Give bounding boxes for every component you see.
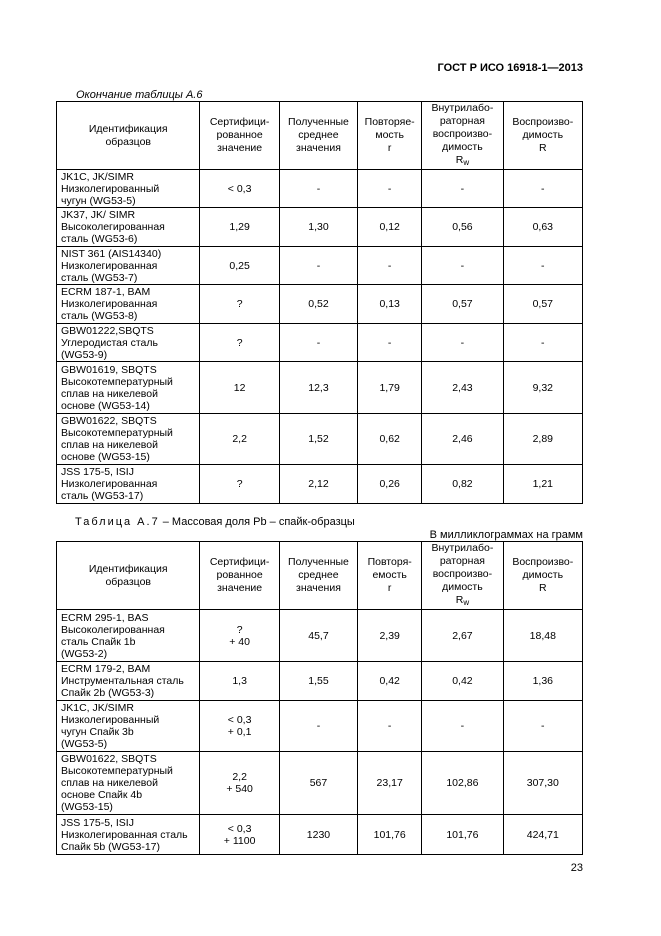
header-line: r — [387, 582, 392, 594]
reproducibility-cell: 1,36 — [503, 662, 582, 701]
table-header-row — [57, 102, 583, 170]
intralab-reproducibility-cell: 0,56 — [422, 208, 503, 247]
table-a7 — [56, 541, 583, 855]
sample-id-line: JK1C, JK/SIMR — [61, 170, 134, 183]
intralab-reproducibility-cell: - — [422, 701, 503, 752]
header-line: значения — [296, 582, 341, 594]
sample-id-line: (WG53-15) — [61, 801, 113, 813]
header-line: R — [539, 582, 547, 594]
certified-value-line: ? — [236, 298, 243, 310]
intralab-reproducibility-cell: 101,76 — [422, 815, 503, 855]
certified-value-cell — [200, 170, 279, 208]
certified-value-cell — [200, 815, 279, 855]
repeatability-cell: 0,13 — [358, 285, 422, 324]
mean-value-cell: - — [279, 170, 357, 208]
header-line: R — [539, 142, 547, 154]
certified-value-line: + 1100 — [223, 834, 256, 847]
sample-identification-cell — [57, 208, 200, 247]
certified-value-line: + 40 — [229, 635, 250, 648]
sample-identification-cell — [57, 610, 200, 662]
header-line: димость — [442, 581, 483, 593]
header-repeatability — [358, 102, 422, 170]
sample-id-line: Углеродистая сталь — [61, 336, 158, 349]
sample-id-line: сплав на никелевой — [61, 777, 158, 789]
reproducibility-cell: - — [503, 247, 582, 285]
header-line: раторная — [439, 115, 485, 127]
sample-id-line: Инструментальная сталь — [61, 675, 184, 687]
table-row — [57, 362, 583, 414]
header-intralab-reproducibility: Внутрилабо- раторная воспроизво- димость $R_w$ — [422, 102, 503, 170]
sample-id-line: Высоколегированная — [61, 623, 165, 636]
mean-value-cell: - — [279, 247, 357, 285]
certified-value-line: 2,2 — [232, 771, 247, 783]
sample-id-line: чугун (WG53-5) — [61, 194, 136, 207]
table-a7-unit-note: В милликлограммах на грамм — [429, 529, 583, 541]
header-line: Полученные — [288, 556, 349, 568]
sample-identification-cell — [57, 701, 200, 752]
certified-value-cell — [200, 465, 279, 504]
certified-value-cell — [200, 610, 279, 662]
reproducibility-cell: 18,48 — [503, 610, 582, 662]
sample-id-line: Высокотемпературный — [61, 765, 173, 777]
sample-id-line: GBW01619, SBQTS — [61, 363, 157, 376]
repeatability-cell: - — [358, 701, 422, 752]
header-line: рованное — [216, 569, 263, 581]
sample-id-line: сталь (WG53-6) — [61, 233, 138, 245]
table-row — [57, 414, 583, 465]
reproducibility-cell: 2,89 — [503, 414, 582, 465]
header-line: Идентификация — [88, 562, 168, 575]
intralab-reproducibility-cell: - — [422, 247, 503, 285]
repeatability-cell: 0,42 — [358, 662, 422, 701]
certified-value-line: 1,29 — [229, 221, 250, 233]
intralab-reproducibility-cell: 2,67 — [422, 610, 503, 662]
header-repeatability — [358, 542, 422, 610]
sample-id-line: основе (WG53-15) — [61, 451, 150, 463]
table-a7-caption — [75, 516, 355, 528]
sample-id-line: основе Спайк 4b — [61, 789, 143, 801]
header-line: среднее — [298, 129, 339, 141]
header-line: Повторяе- — [364, 116, 415, 128]
table-row — [57, 465, 583, 504]
reproducibility-cell: 1,21 — [503, 465, 582, 504]
header-line: образцов — [105, 575, 151, 588]
sample-identification-cell — [57, 285, 200, 324]
sample-id-line: Высоколегированная — [61, 221, 165, 233]
sample-id-line: ECRM 179-2, BAM — [61, 663, 151, 675]
reproducibility-cell: 307,30 — [503, 752, 582, 815]
certified-value-line: + 0,1 — [227, 726, 252, 738]
certified-value-cell — [200, 414, 279, 465]
header-certified-value — [200, 102, 279, 170]
header-line: димость — [522, 129, 564, 141]
table-row — [57, 752, 583, 815]
certified-value-line: ? — [236, 623, 243, 636]
mean-value-cell: - — [279, 324, 357, 362]
sample-identification-cell — [57, 414, 200, 465]
repeatability-cell: 1,79 — [358, 362, 422, 414]
repeatability-cell: 101,76 — [358, 815, 422, 855]
reproducibility-cell: - — [503, 170, 582, 208]
intralab-reproducibility-cell: - — [422, 324, 503, 362]
header-line: Сертифици- — [209, 556, 270, 568]
repeatability-cell: - — [358, 170, 422, 208]
sample-identification-cell — [57, 170, 200, 208]
sample-identification-cell — [57, 752, 200, 815]
sample-id-line: (WG53-5) — [61, 738, 108, 750]
table-row — [57, 815, 583, 855]
sample-id-line: JSS 175-5, ISIJ — [61, 466, 134, 478]
certified-value-line: 0,25 — [229, 259, 250, 272]
header-line: Внутрилабо- — [431, 542, 494, 554]
reproducibility-cell: - — [503, 324, 582, 362]
intralab-reproducibility-cell: 0,42 — [422, 662, 503, 701]
sample-id-line: Спайк 2b (WG53-3) — [61, 687, 155, 699]
table-header-row — [57, 542, 583, 610]
reproducibility-cell: 0,57 — [503, 285, 582, 324]
table-row — [57, 662, 583, 701]
certified-value-cell — [200, 701, 279, 752]
header-intralab-reproducibility: Внутрилабо- раторная воспроизво- димость $R_w$ — [422, 542, 503, 610]
mean-value-cell: 45,7 — [279, 610, 357, 662]
sample-identification-cell — [57, 247, 200, 285]
sample-id-line: NIST 361 (AIS14340) — [61, 247, 162, 260]
certified-value-line: 12 — [233, 381, 246, 394]
sample-id-line: GBW01622, SBQTS — [61, 753, 157, 765]
sample-id-line: сталь (WG53-8) — [61, 310, 138, 322]
table-row — [57, 285, 583, 324]
sample-id-line: чугун Спайк 3b — [61, 726, 134, 738]
header-line: димость — [442, 141, 483, 153]
sample-id-line: Высокотемпературный — [61, 375, 173, 388]
table-a6-continuation-caption: Окончание таблицы А.6 — [76, 89, 203, 101]
certified-value-line: + 540 — [226, 783, 253, 795]
intralab-reproducibility-cell: 102,86 — [422, 752, 503, 815]
sample-id-line: Низколегированный — [61, 714, 160, 726]
sample-id-line: (WG53-2) — [61, 647, 108, 660]
sample-id-line: Низколегированная — [61, 259, 158, 272]
certified-value-cell — [200, 208, 279, 247]
table-row — [57, 208, 583, 247]
table-row — [57, 701, 583, 752]
table-a6 — [56, 101, 583, 504]
sample-id-line: основе (WG53-14) — [61, 399, 150, 412]
sample-id-line: Высокотемпературный — [61, 427, 173, 439]
sample-id-line: JSS 175-5, ISIJ — [61, 816, 134, 829]
sample-id-line: GBW01222,SBQTS — [61, 324, 154, 337]
mean-value-cell: 2,12 — [279, 465, 357, 504]
certified-value-line: < 0,3 — [227, 714, 252, 726]
sample-id-line: (WG53-9) — [61, 348, 108, 361]
intralab-reproducibility-cell: 0,82 — [422, 465, 503, 504]
repeatability-cell: 0,26 — [358, 465, 422, 504]
header-line: Сертифици- — [209, 116, 270, 128]
header-line: воспроизво- — [432, 568, 493, 580]
certified-value-cell — [200, 247, 279, 285]
table-row — [57, 170, 583, 208]
header-mean-value — [279, 102, 357, 170]
repeatability-cell: 0,12 — [358, 208, 422, 247]
mean-value-cell: 1,55 — [279, 662, 357, 701]
sample-id-line: сталь (WG53-17) — [61, 490, 144, 502]
mean-value-cell: 1,52 — [279, 414, 357, 465]
mean-value-cell: 1,30 — [279, 208, 357, 247]
intralab-reproducibility-cell: 2,43 — [422, 362, 503, 414]
header-line: емость — [372, 569, 407, 581]
reproducibility-cell: 9,32 — [503, 362, 582, 414]
header-line: раторная — [439, 555, 485, 567]
table-row — [57, 324, 583, 362]
certified-value-line: 2,2 — [232, 433, 247, 445]
table-a7-number: Таблица А.7 — [75, 516, 160, 528]
header-identification — [57, 542, 200, 610]
sample-identification-cell — [57, 362, 200, 414]
header-line: r — [387, 142, 392, 154]
certified-value-cell — [200, 362, 279, 414]
sample-id-line: Низколегированная — [61, 298, 158, 310]
header-line: образцов — [105, 135, 151, 148]
header-line: Идентификация — [88, 122, 168, 135]
header-line: рованное — [216, 129, 263, 141]
certified-value-line: 1,3 — [232, 675, 247, 687]
sample-id-line: ECRM 187-1, BAM — [61, 286, 151, 298]
header-line: Повторя- — [367, 556, 412, 568]
sample-id-line: ECRM 295-1, BAS — [61, 611, 149, 624]
header-line: среднее — [298, 569, 339, 581]
certified-value-cell — [200, 662, 279, 701]
header-certified-value — [200, 542, 279, 610]
header-identification — [57, 102, 200, 170]
mean-value-cell: 567 — [279, 752, 357, 815]
sample-identification-cell — [57, 662, 200, 701]
mean-value-cell: 0,52 — [279, 285, 357, 324]
certified-value-cell — [200, 285, 279, 324]
header-line: Воспроизво- — [512, 116, 574, 128]
sample-id-line: JK1C, JK/SIMR — [61, 702, 134, 714]
repeatability-cell: - — [358, 324, 422, 362]
certified-value-cell — [200, 752, 279, 815]
sample-id-line: Спайк 5b (WG53-17) — [61, 840, 161, 853]
sample-id-line: Низколегированная — [61, 478, 158, 490]
intralab-reproducibility-cell: 2,46 — [422, 414, 503, 465]
header-line: воспроизво- — [432, 128, 493, 140]
intralab-reproducibility-cell: 0,57 — [422, 285, 503, 324]
table-row — [57, 610, 583, 662]
table-a7-title: – Массовая доля Pb – спайк-образцы — [159, 516, 355, 528]
table-row — [57, 247, 583, 285]
page-number: 23 — [570, 862, 583, 874]
repeatability-cell: 0,62 — [358, 414, 422, 465]
certified-value-line: ? — [236, 336, 243, 349]
reproducibility-cell: 0,63 — [503, 208, 582, 247]
mean-value-cell: 12,3 — [279, 362, 357, 414]
header-line: значение — [217, 582, 263, 594]
sample-id-line: сталь (WG53-7) — [61, 271, 138, 284]
header-line: Полученные — [288, 116, 349, 128]
certified-value-line: < 0,3 — [227, 182, 252, 195]
certified-value-line: ? — [236, 478, 243, 490]
mean-value-cell: 1230 — [279, 815, 357, 855]
sample-identification-cell — [57, 324, 200, 362]
mean-value-cell: - — [279, 701, 357, 752]
header-line: значение — [217, 142, 263, 154]
sample-identification-cell — [57, 465, 200, 504]
document-standard-header: ГОСТ Р ИСО 16918-1—2013 — [437, 62, 583, 74]
sample-id-line: JK37, JK/ SIMR — [61, 209, 136, 221]
header-line: мость — [375, 129, 404, 141]
sample-id-line: Низколегированный — [61, 182, 160, 195]
header-line: димость — [522, 569, 564, 581]
certified-value-cell — [200, 324, 279, 362]
certified-value-line: < 0,3 — [227, 822, 252, 835]
header-reproducibility — [503, 102, 582, 170]
sample-id-line: Низколегированная сталь — [61, 828, 188, 841]
sample-id-line: сплав на никелевой — [61, 439, 158, 451]
sample-id-line: сталь Спайк 1b — [61, 635, 136, 648]
sample-id-line: сплав на никелевой — [61, 387, 158, 400]
reproducibility-cell: - — [503, 701, 582, 752]
header-line: Внутрилабо- — [431, 102, 494, 114]
header-line: Воспроизво- — [512, 556, 574, 568]
header-line: значения — [296, 142, 341, 154]
reproducibility-cell: 424,71 — [503, 815, 582, 855]
sample-identification-cell — [57, 815, 200, 855]
repeatability-cell: 23,17 — [358, 752, 422, 815]
sample-id-line: GBW01622, SBQTS — [61, 415, 157, 427]
repeatability-cell: - — [358, 247, 422, 285]
repeatability-cell: 2,39 — [358, 610, 422, 662]
intralab-reproducibility-cell: - — [422, 170, 503, 208]
header-mean-value — [279, 542, 357, 610]
header-reproducibility — [503, 542, 582, 610]
